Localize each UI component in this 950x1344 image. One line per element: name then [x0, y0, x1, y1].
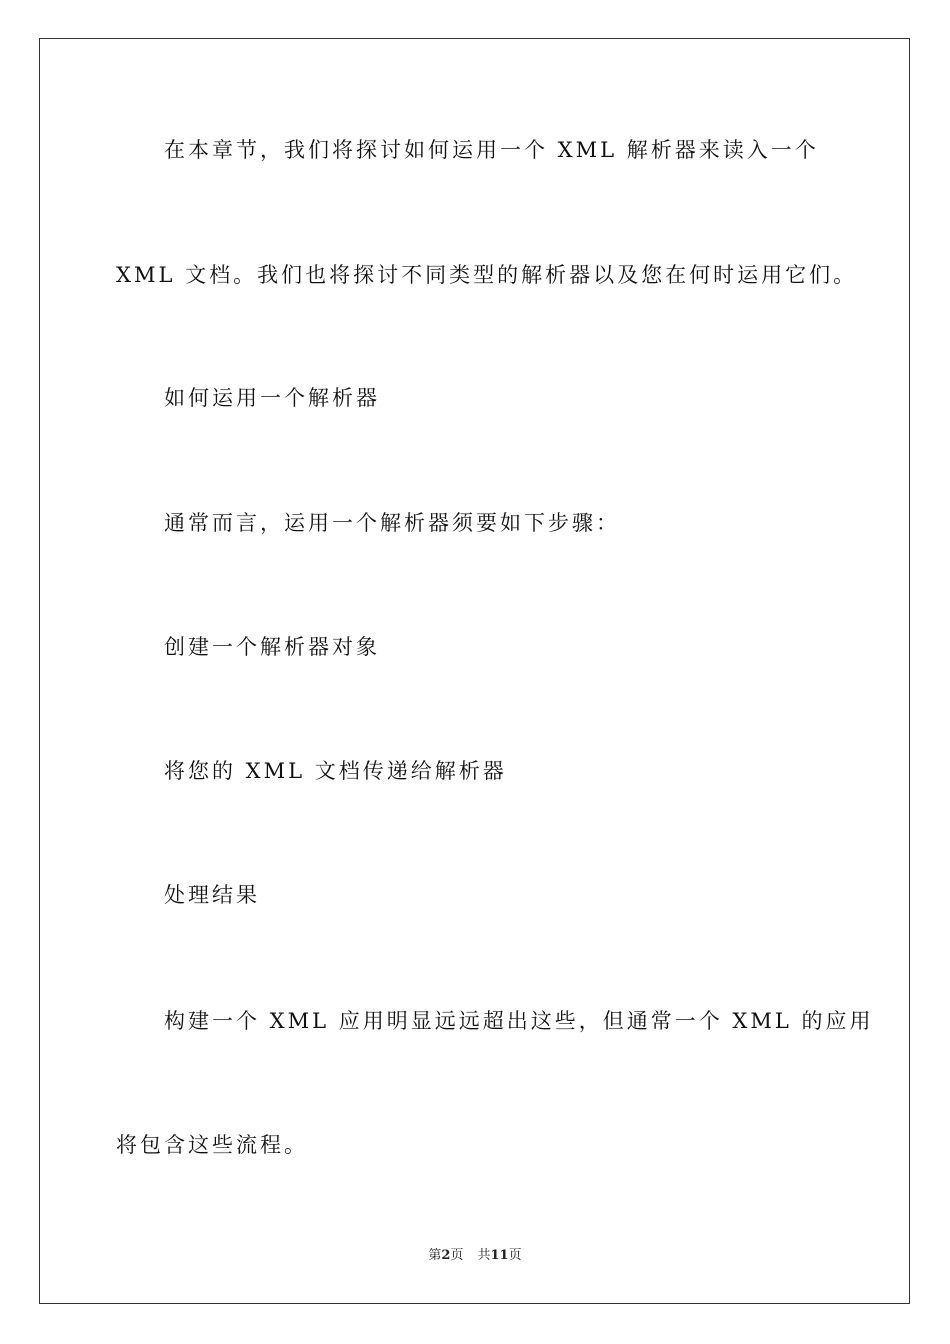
page-border	[39, 38, 910, 1304]
section-heading: 如何运用一个解析器	[164, 386, 380, 410]
total-pages: 11	[490, 1248, 509, 1263]
paragraph-line: XML 文档。我们也将探讨不同类型的解析器以及您在何时运用它们。	[116, 263, 858, 287]
step-item: 创建一个解析器对象	[164, 635, 380, 659]
page-prefix: 第	[428, 1248, 442, 1263]
page-suffix: 页	[450, 1248, 464, 1263]
paragraph-line: 将包含这些流程。	[116, 1133, 308, 1157]
step-item: 将您的 XML 文档传递给解析器	[164, 759, 507, 783]
paragraph-line: 通常而言，运用一个解析器须要如下步骤：	[164, 511, 620, 535]
total-suffix: 页	[508, 1248, 522, 1263]
paragraph-line: 在本章节，我们将探讨如何运用一个 XML 解析器来读入一个	[164, 138, 819, 162]
total-prefix: 共	[477, 1248, 491, 1263]
paragraph-line: 构建一个 XML 应用明显远远超出这些，但通常一个 XML 的应用	[164, 1009, 874, 1033]
page-number: 2	[441, 1248, 451, 1263]
step-item: 处理结果	[164, 883, 260, 907]
page-footer	[0, 1247, 950, 1265]
